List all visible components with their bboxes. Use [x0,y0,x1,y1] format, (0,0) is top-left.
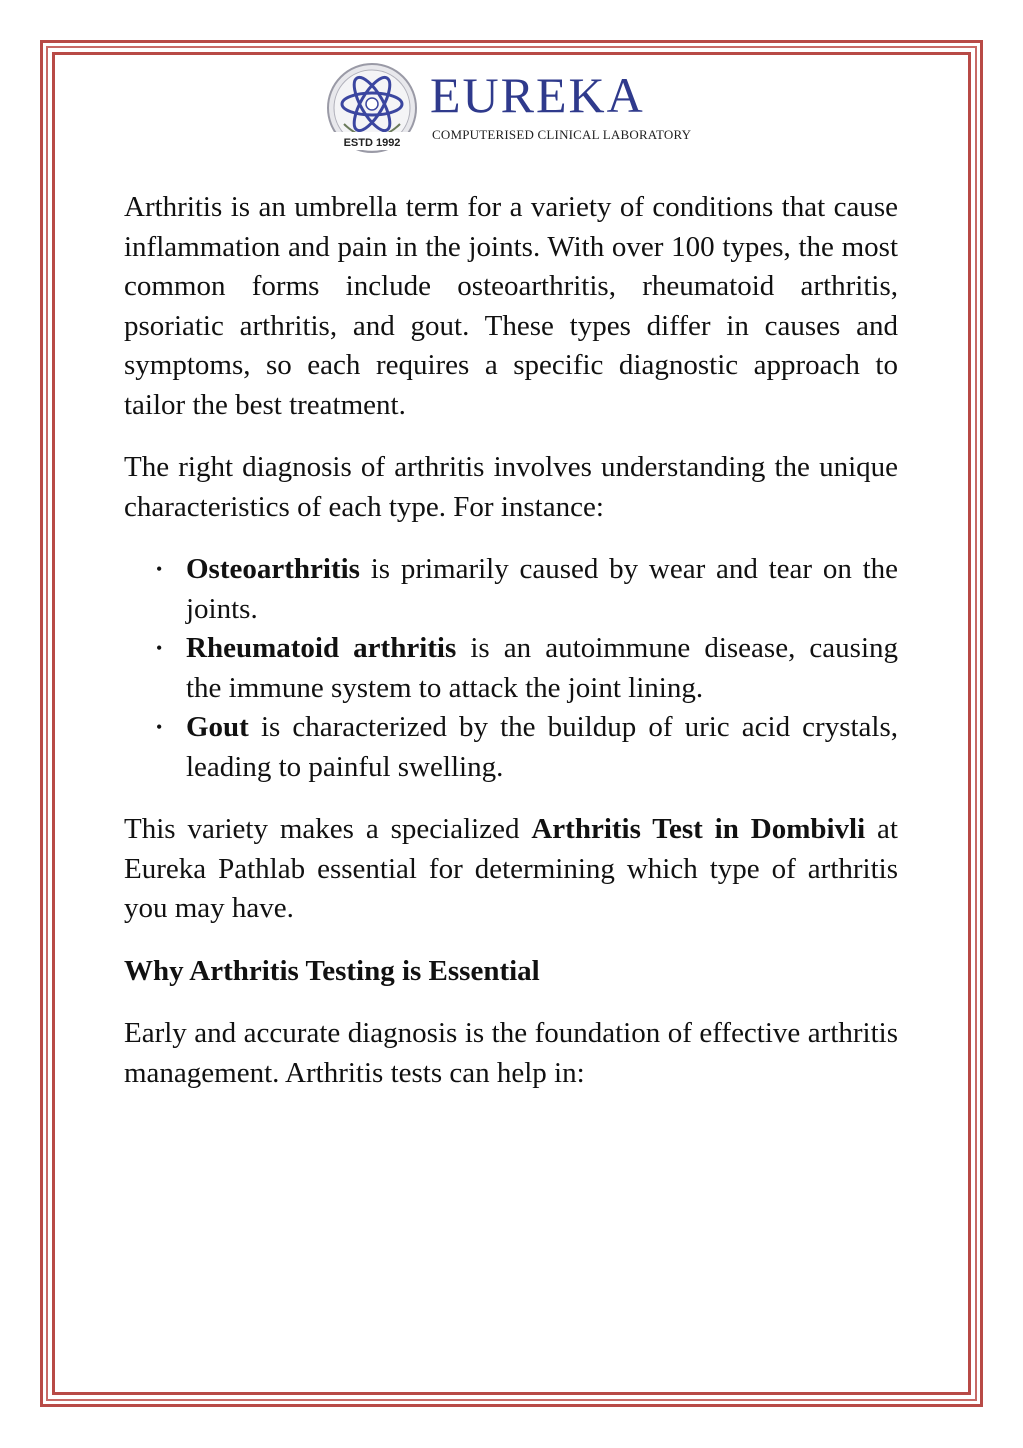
list-item-text: is an autoimmune disease, causing the immune system to attack the joint lining. [186,632,898,704]
logo-name: EUREKA [430,67,645,123]
bullet-icon: • [156,717,163,737]
arthritis-test-keyword: Arthritis Test in Dombivli [531,813,866,845]
logo-tagline: COMPUTERISED CLINICAL LABORATORY [432,127,692,142]
list-item-text: is characterized by the buildup of uric acid crystals, leading to painful swelling. [186,711,898,783]
list-item [124,550,898,629]
list-item [124,708,898,787]
closing-paragraph: Early and accurate diagnosis is the foundation of effective arthritis management. Arthritis tests can help in: [124,1017,898,1089]
variety-text-before: This variety makes a specialized [124,813,532,845]
list-item-text: is primarily caused by wear and tear on the joints. [186,553,898,625]
list-item-term: Rheumatoid arthritis [186,632,457,664]
variety-text-after: at Eureka Pathlab essential for determining which type of arthritis you may have. [124,813,898,924]
list-item-term: Gout [186,711,249,743]
list-item [124,629,898,708]
logo-established: ESTD 1992 [343,137,401,149]
bullet-icon: • [156,559,163,579]
variety-paragraph [124,810,898,929]
section-heading: Why Arthritis Testing is Essential [124,954,540,987]
list-item-term: Osteoarthritis [186,553,360,585]
arthritis-types-list [124,550,898,787]
intro-paragraph: Arthritis is an umbrella term for a variety of conditions that cause inflammation and pain in the joints. With over 100 types, the most common forms include osteoarthritis, rheumatoid arthritis, psoriatic arthritis, and gout. These types differ in causes and symptoms, so each requires a specific diagnostic approach to tailor the best treatment. [124,191,898,421]
eureka-logo [322,62,712,160]
diagnosis-paragraph: The right diagnosis of arthritis involves understanding the unique characteristics of each type. For instance: [124,451,898,523]
bullet-icon: • [156,638,163,658]
document-body [124,188,898,1116]
